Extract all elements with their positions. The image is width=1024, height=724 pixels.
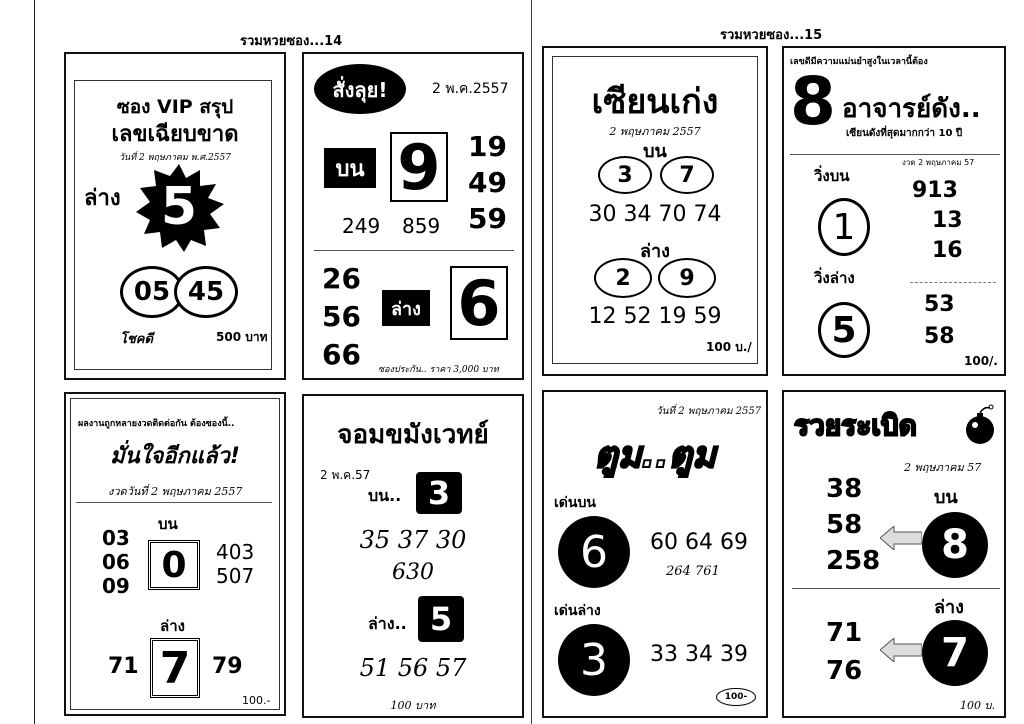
jom-bon-nums: 35 37 30 (359, 526, 467, 554)
sianken-lang-digit-1: 2 (615, 265, 631, 291)
sianken-bon-circle-1 (598, 156, 652, 194)
sanglui-bon-label: บน (335, 156, 365, 182)
sianken-bon-nums: 30 34 70 74 (588, 202, 722, 227)
manjai-left-num-1: 03 (102, 526, 130, 550)
vip-title-1: ซอง VIP สรุป (116, 96, 234, 118)
ajarn-wing-lang-digit: 5 (831, 309, 857, 351)
header-left: รวมหวยซอง...14 (240, 34, 343, 49)
jom-lang-digit: 5 (429, 600, 453, 638)
ajarn-bon-num-3: 16 (932, 238, 963, 263)
panel-sianken (542, 46, 768, 376)
manjai-bon-digit: 0 (161, 544, 187, 586)
ruay-left-num-3: 258 (826, 546, 881, 576)
manjai-lang-right: 79 (212, 654, 243, 679)
sanglui-left-num-1: 26 (322, 262, 361, 295)
sianken-bon-digit-2: 7 (679, 162, 695, 188)
jom-title: จอมขมังเวทย์ (337, 420, 489, 450)
ruay-lang-circle (922, 620, 988, 686)
toom-lang-label: เด่นล่าง (554, 603, 601, 619)
vip-pair-circle-2 (174, 266, 238, 318)
toom-bon-nums: 60 64 69 (650, 530, 748, 555)
manjai-top-text: ผลงานถูกหลายงวดติดต่อกัน ต้องซองนี้.. (78, 419, 235, 429)
ruay-lang-digit: 7 (941, 630, 969, 676)
ajarn-wing-lang-circle (818, 302, 870, 358)
panel-ajarn (782, 46, 1006, 376)
jom-bon-three: 630 (392, 560, 434, 585)
manjai-right-num-2: 507 (216, 564, 255, 588)
ajarn-wing-bon-digit: 1 (832, 206, 856, 248)
ajarn-price: 100/. (964, 354, 998, 368)
manjai-lang-left: 71 (108, 654, 139, 679)
toom-lang-circle (558, 624, 630, 696)
vip-pair-1: 05 (133, 277, 171, 307)
sanglui-left-num-3: 66 (322, 338, 361, 371)
toom-bon-digit: 6 (580, 526, 608, 578)
ajarn-date: งวด 2 พฤษภาคม 57 (902, 158, 975, 167)
toom-title: ตูม..ตูม (594, 435, 716, 476)
manjai-lang-label: ล่าง (160, 617, 185, 635)
sianken-date: 2 พฤษภาคม 2557 (609, 125, 701, 138)
toom-bon-circle (558, 516, 630, 588)
toom-price-oval (716, 688, 756, 706)
panel-manjai (64, 392, 286, 716)
ruay-bon-label: บน (934, 487, 958, 508)
sanglui-lang-digit: 6 (457, 266, 501, 340)
vip-lang-label: ล่าง (84, 186, 121, 211)
sanglui-date: 2 พ.ค.2557 (432, 81, 509, 97)
sianken-bon-digit-1: 3 (617, 162, 633, 188)
manjai-price: 100.- (242, 694, 271, 707)
ajarn-lang-num-2: 58 (924, 324, 955, 349)
ajarn-big-digit: 8 (790, 63, 836, 140)
sanglui-bon-digit-box (390, 132, 448, 202)
sanglui-lang-digit-box (450, 266, 508, 340)
ajarn-title: อาจารย์ดัง.. (842, 94, 981, 124)
sanglui-right-num-2: 49 (468, 166, 507, 199)
sanglui-lang-label: ล่าง (391, 298, 421, 320)
ajarn-subtitle: เซียนดังที่สุดมากกว่า 10 ปี (846, 128, 963, 139)
arrow-left-icon-2 (880, 638, 922, 662)
ruay-left-num-2: 58 (826, 510, 863, 540)
ajarn-wing-bon-label: วิ่งบน (814, 167, 850, 185)
sanglui-three-2: 859 (402, 214, 441, 238)
sanglui-right-num-1: 19 (468, 130, 507, 163)
toom-price: 100- (724, 692, 748, 702)
manjai-bon-label: บน (158, 515, 178, 533)
manjai-left-num-3: 09 (102, 574, 130, 598)
manjai-divider (76, 502, 272, 503)
panel-ruay (782, 390, 1006, 718)
toom-bon-label: เด่นบน (554, 495, 596, 511)
ruay-date: 2 พฤษภาคม 57 (904, 461, 982, 474)
ajarn-lang-num-1: 53 (924, 292, 955, 317)
sianken-price: 100 บ./ (706, 340, 752, 354)
manjai-title: มั่นใจอีกแล้ว! (110, 444, 240, 469)
sanglui-left-num-2: 56 (322, 300, 361, 333)
vip-pair-2: 45 (187, 277, 225, 307)
sanglui-bon-digit: 9 (397, 130, 441, 204)
sanglui-badge: สั่งลุย! (332, 78, 388, 102)
vip-footer-left: โชคดี (120, 332, 153, 347)
jom-lang-nums: 51 56 57 (359, 654, 467, 682)
sianken-lang-label: ล่าง (640, 241, 670, 262)
jom-lang-digit-box (418, 596, 464, 642)
ajarn-top-text: เลขดีมีความแม่นยำสูงในเวลานี้ต้อง (790, 57, 928, 67)
jom-date: 2 พ.ค.57 (320, 468, 371, 482)
header-right: รวมหวยซอง...15 (720, 28, 823, 43)
sanglui-right-num-3: 59 (468, 202, 507, 235)
ruay-divider (792, 588, 1000, 589)
panel-vip (64, 52, 286, 380)
ruay-bon-circle (922, 512, 988, 578)
ajarn-divider (790, 154, 1000, 155)
ajarn-dashed-divider (910, 282, 996, 283)
manjai-lang-digit-box (150, 638, 200, 698)
ajarn-wing-bon-circle (818, 198, 870, 256)
manjai-lang-digit: 7 (159, 642, 191, 694)
toom-lang-nums: 33 34 39 (650, 642, 748, 667)
sianken-bon-label: บน (643, 141, 667, 162)
sanglui-lang-label-box (382, 290, 430, 326)
manjai-left-num-2: 06 (102, 550, 130, 574)
sianken-bon-circle-2 (660, 156, 714, 194)
sianken-lang-circle-1 (594, 258, 652, 298)
sianken-lang-digit-2: 9 (679, 265, 695, 291)
panel-jom (302, 394, 524, 718)
vip-main-digit: 5 (160, 177, 198, 237)
vip-title-2: เลขเฉียบขาด (111, 122, 239, 147)
sanglui-bon-label-box (324, 148, 376, 188)
manjai-right-num-1: 403 (216, 540, 255, 564)
jom-bon-digit-box (416, 472, 462, 514)
ruay-lang-num-2: 76 (826, 656, 863, 686)
ajarn-bon-num-2: 13 (932, 208, 963, 233)
jom-price: 100 บาท (390, 699, 436, 712)
vip-footer-right: 500 บาท (216, 330, 268, 344)
page-left-border (34, 0, 35, 724)
sianken-lang-circle-2 (658, 258, 716, 298)
toom-bon-three: 264 761 (666, 564, 720, 579)
bomb-icon (960, 402, 1000, 446)
sianken-title: เซียนเก่ง (591, 82, 719, 122)
panel-sanglui (302, 52, 524, 380)
ruay-lang-label: ล่าง (934, 597, 964, 618)
sanglui-divider (314, 250, 514, 251)
manjai-date: งวดวันที่ 2 พฤษภาคม 2557 (108, 485, 243, 498)
toom-date: วันที่ 2 พฤษภาคม 2557 (656, 406, 762, 417)
sianken-lang-nums: 12 52 19 59 (588, 304, 722, 329)
toom-lang-digit: 3 (580, 634, 608, 686)
jom-bon-digit: 3 (427, 474, 451, 512)
panel-toom (542, 390, 768, 718)
page-center-divider (531, 0, 532, 724)
sanglui-footer: ซองประกัน.. ราคา 3,000 บาท (378, 365, 499, 375)
manjai-bon-digit-box (148, 540, 200, 590)
ruay-left-num-1: 38 (826, 474, 863, 504)
ajarn-bon-num-1: 913 (912, 178, 958, 203)
vip-date: วันที่ 2 พฤษภาคม พ.ศ.2557 (119, 153, 231, 163)
ruay-bon-digit: 8 (941, 522, 969, 568)
sanglui-three-1: 249 (342, 214, 381, 238)
jom-bon-label: บน.. (368, 486, 402, 505)
jom-lang-label: ล่าง.. (368, 614, 407, 633)
ajarn-wing-lang-label: วิ่งล่าง (814, 269, 855, 287)
ruay-price: 100 บ. (960, 699, 995, 712)
ruay-lang-num-1: 71 (826, 618, 863, 648)
arrow-left-icon (880, 526, 922, 550)
ruay-title: รวยระเบิด (794, 409, 917, 442)
